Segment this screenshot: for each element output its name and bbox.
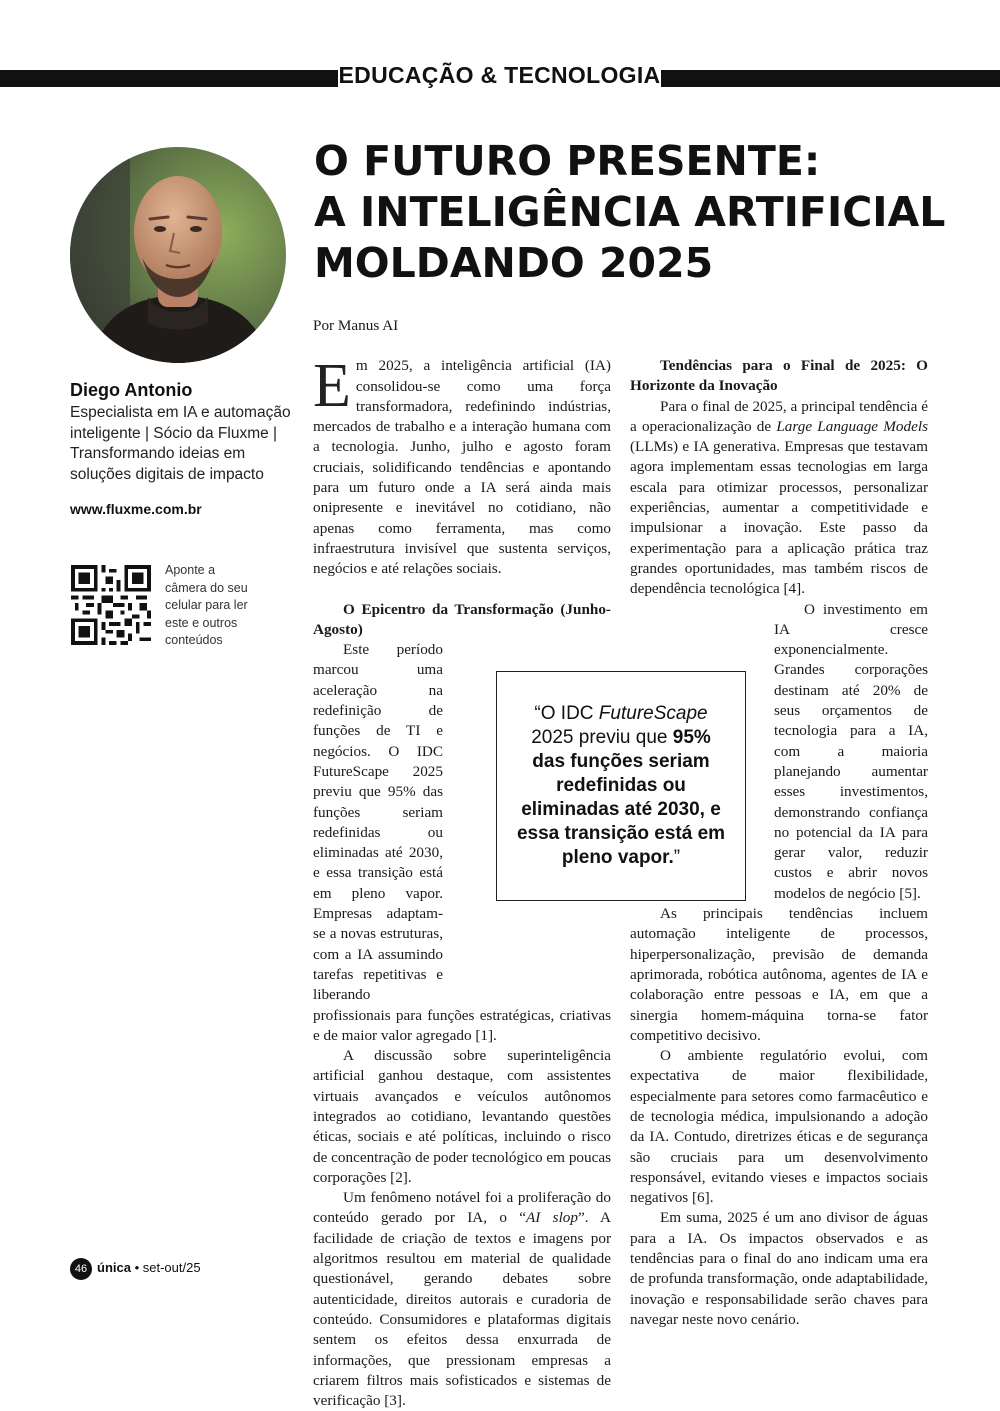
column-2-top-spacer: [630, 316, 928, 356]
intro-text: m 2025, a inteligência artificial (IA) consolidou-se como uma força transformadora, redefinindo indústrias, mercados de trabalho e a interação humana com a tecnologia. Junho, julho e agosto foram cruciais, solidificando tendências e apontando para um futuro onde a IA será ainda mais onipresente e inevitável no cotidiano, não apenas como ferramenta, mas como infraestrutura invisível que sustenta serviços, negócios e até relações sociais.: [313, 357, 611, 578]
paragraph-3: Um fenômeno notável foi a proliferação do conteúdo gerado por IA, o “AI slop”. A facilidade de criação de textos e imagens por algoritmos resultou em material de qualidade questionável, gerando debates sobre autenticidade, direitos autorais e curadoria de conteúdo. Consumidores e plataformas digitais sentem os efeitos dessa enxurrada de informações, que pressionam empresas a criarem filtros mais sofisticados e sistemas de verificação [3].: [313, 1189, 611, 1410]
issue-date: set-out/25: [142, 1260, 201, 1275]
section-bar-right: [661, 70, 1000, 87]
paragraph-6: As principais tendências incluem automação inteligente de processos, hiperpersonalização, previsão de demanda aprimorada, robótica autônoma, agentes de IA e colaboração entre pessoas e IA, em que a sinergia homem-máquina torna-se fator competitivo decisivo.: [630, 905, 928, 1044]
pull-quote-text: “O IDC FutureScape 2025 previu que 95% das funções seriam redefinidas ou eliminadas até 2030, e essa transição está em pleno vapor.”: [516, 703, 726, 868]
paragraph-2: A discussão sobre superinteligência artificial ganhou destaque, com assistentes virtuais avançados e veículos autônomos integrados ao cotidiano, levantando questões éticas, sociais e até políticas, incluindo o risco de concentração de poder tecnológico em poucas corporações [2].: [313, 1047, 611, 1186]
byline: Por Manus AI: [313, 317, 399, 334]
paragraph-7: O ambiente regulatório evolui, com expectativa de maior flexibilidade, especialmente para setores como farmacêutico e de tecnologia médica, impulsionando a adoção da IA. Contudo, diretrizes éticas e de segurança são cruciais para um desenvolvimento responsável, evitando vieses e impactos sociais negativos [6].: [630, 1047, 928, 1207]
section-bar-left: [0, 70, 338, 87]
subheading-epicentro: O Epicentro da Transformação (Junho-Agosto): [313, 600, 611, 638]
paragraph-8: Em suma, 2025 é um ano divisor de águas para a IA. Os impactos observados e as tendências para o final do ano indicam uma era de profunda transformação, onde adaptabilidade, inovação e responsabilidade serão chaves para navegar neste novo cenário.: [630, 1209, 928, 1328]
paragraph-1: Este período marcou uma aceleração na redefinição de funções de TI e negócios. O IDC FutureScape 2025 previu que 95% das funções seriam redefinidas ou eliminadas até 2030, e essa transição está em pleno vapor. Empresas adaptam-se a novas estruturas, com a IA assumindo tarefas repetitivas e liberando profissionais para funções estratégicas, criativas e de maior valor agregado [1].: [313, 641, 611, 1044]
headline-line-1: O FUTURO PRESENTE:: [314, 137, 821, 185]
headline: [314, 136, 964, 289]
headline-line-2: A INTELIGÊNCIA ARTIFICIAL: [314, 188, 946, 236]
magazine-name: única: [97, 1260, 131, 1275]
pull-quote: [496, 671, 746, 901]
page-number: 46: [70, 1258, 92, 1280]
subheading-tendencias: Tendências para o Final de 2025: O Horizonte da Inovação: [630, 357, 928, 395]
qr-caption: Aponte a câmera do seu celular para ler este e outros conteúdos: [165, 563, 248, 647]
author-portrait-illustration: [70, 147, 286, 363]
headline-line-3: MOLDANDO 2025: [314, 239, 714, 287]
author-website[interactable]: www.fluxme.com.br: [70, 501, 202, 517]
paragraph-5: O investimento em IA cresce exponencialmente. Grandes corporações destinam até 20% de seus orçamentos de tecnologia para a IA, com a maioria planejando aumentar esses investimentos, demonstrando confiança no potencial da IA para gerar valor, reduzir custos e abrir novos modelos de negócio [5].: [774, 600, 928, 902]
section-title: EDUCAÇÃO & TECNOLOGIA: [338, 62, 661, 88]
qr-code[interactable]: [71, 565, 151, 645]
term-ai-slop: AI slop: [526, 1209, 578, 1227]
term-llm: Large Language Models: [776, 417, 928, 435]
author-bio: Especialista em IA e automação inteligente | Sócio da Fluxme | Transformando ideias em soluções digitais de impacto: [70, 404, 291, 483]
author-photo: [70, 147, 286, 363]
footer-text: única • set-out/25: [97, 1260, 201, 1275]
author-name: Diego Antonio: [70, 380, 193, 400]
paragraph-4: Para o final de 2025, a principal tendência é a operacionalização de Large Language Models (LLMs) e IA generativa. Empresas que testavam agora implementam essas tecnologias em larga escala para otimizar processos, personalizar experiências, aumentar a competitividade e impulsionar a inovação. Este passo da experimentação para a aplicação prática traz grandes oportunidades, mas também riscos de dependência tecnológica [4].: [630, 397, 928, 598]
qr-code-icon: [71, 565, 151, 645]
intro-paragraph: [313, 352, 611, 579]
drop-cap: E: [313, 352, 351, 421]
